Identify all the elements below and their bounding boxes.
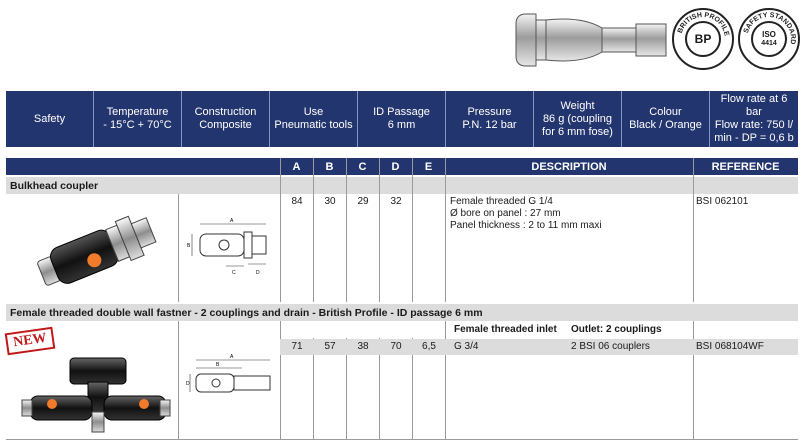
bp-center-text: BP xyxy=(694,32,712,46)
s2-outlet: 2 BSI 06 couplers xyxy=(571,341,650,352)
new-badge: NEW xyxy=(5,327,56,355)
iso-number: 4414 xyxy=(761,40,777,47)
s1-desc-line: Female threaded G 1/4 xyxy=(450,196,553,207)
s1-reference: BSI 062101 xyxy=(696,196,749,207)
s1-d: 32 xyxy=(390,196,402,207)
s1-desc-line: Ø bore on panel : 27 mm xyxy=(450,208,561,219)
table-header xyxy=(6,158,798,175)
s2-b: 57 xyxy=(324,341,336,352)
divider xyxy=(346,158,347,302)
double-wall-technical-drawing xyxy=(186,354,276,404)
svg-text:A: A xyxy=(230,218,234,224)
divider xyxy=(6,439,798,440)
svg-text:D: D xyxy=(186,381,190,387)
spec-use: Use Pneumatic tools xyxy=(270,91,358,147)
col-c: C xyxy=(358,160,367,173)
svg-text:B: B xyxy=(216,362,220,368)
spec-colour: Colour Black / Orange xyxy=(622,91,710,147)
spec-construction: Construction Composite xyxy=(182,91,270,147)
divider xyxy=(693,158,694,302)
s2-a: 71 xyxy=(291,341,303,352)
col-a: A xyxy=(292,160,301,173)
s2-subhead-inlet: Female threaded inlet xyxy=(454,324,557,335)
s2-d: 70 xyxy=(390,341,402,352)
s2-c: 38 xyxy=(357,341,369,352)
s2-inlet: G 3/4 xyxy=(454,341,479,352)
iso-center-text: ISO xyxy=(762,30,776,39)
product-table xyxy=(6,158,798,440)
british-profile-badge xyxy=(672,8,734,70)
col-reference: REFERENCE xyxy=(711,160,780,173)
spec-temperature: Temperature - 15°C + 70°C xyxy=(94,91,182,147)
svg-text:C: C xyxy=(232,270,236,276)
divider xyxy=(280,158,281,302)
spec-flow-rate: Flow rate at 6 bar Flow rate: 750 l/ min - DP = 0,6 b xyxy=(714,93,794,144)
spec-safety: Safety xyxy=(6,91,94,147)
s1-description xyxy=(450,196,602,232)
col-e: E xyxy=(424,160,433,173)
col-b: B xyxy=(325,160,334,173)
s2-e: 6,5 xyxy=(422,341,436,352)
spec-pressure: Pressure P.N. 12 bar xyxy=(446,91,534,147)
bp-ring-text: BRITISH PROFILE xyxy=(676,11,730,37)
spec-weight: Weight 86 g (coupling for 6 mm fose) xyxy=(534,91,622,147)
bulkhead-coupler-image xyxy=(28,198,168,298)
double-wall-fastener-image xyxy=(20,356,172,440)
divider xyxy=(313,158,314,302)
safety-standard-badge xyxy=(738,8,800,70)
bulkhead-technical-drawing xyxy=(186,216,274,280)
top-illustration xyxy=(512,6,802,86)
s1-c: 29 xyxy=(357,196,369,207)
svg-text:A: A xyxy=(230,354,234,360)
spec-id-passage: ID Passage 6 mm xyxy=(358,91,446,147)
section-double-wall-title: Female threaded double wall fastner - 2 couplings and drain - British Profile - ID passage 6 mm xyxy=(6,304,798,321)
divider xyxy=(178,194,179,302)
s1-b: 30 xyxy=(324,196,336,207)
section-bulkhead-title: Bulkhead coupler xyxy=(6,177,798,194)
divider xyxy=(445,158,446,302)
s1-desc-line: Panel thickness : 2 to 11 mm maxi xyxy=(450,220,602,231)
s2-reference: BSI 068104WF xyxy=(696,341,764,352)
coupler-profile-illustration xyxy=(512,6,672,76)
divider xyxy=(412,158,413,302)
svg-text:D: D xyxy=(256,270,260,276)
divider xyxy=(379,158,380,302)
iso-ring-text: SAFETY STANDARD xyxy=(742,11,797,45)
divider xyxy=(178,321,179,440)
s2-subhead-outlet: Outlet: 2 couplings xyxy=(571,324,662,335)
svg-text:B: B xyxy=(187,243,191,249)
s1-a: 84 xyxy=(291,196,303,207)
col-d: D xyxy=(391,160,400,173)
spec-bar xyxy=(6,91,798,147)
col-description: DESCRIPTION xyxy=(531,160,607,173)
